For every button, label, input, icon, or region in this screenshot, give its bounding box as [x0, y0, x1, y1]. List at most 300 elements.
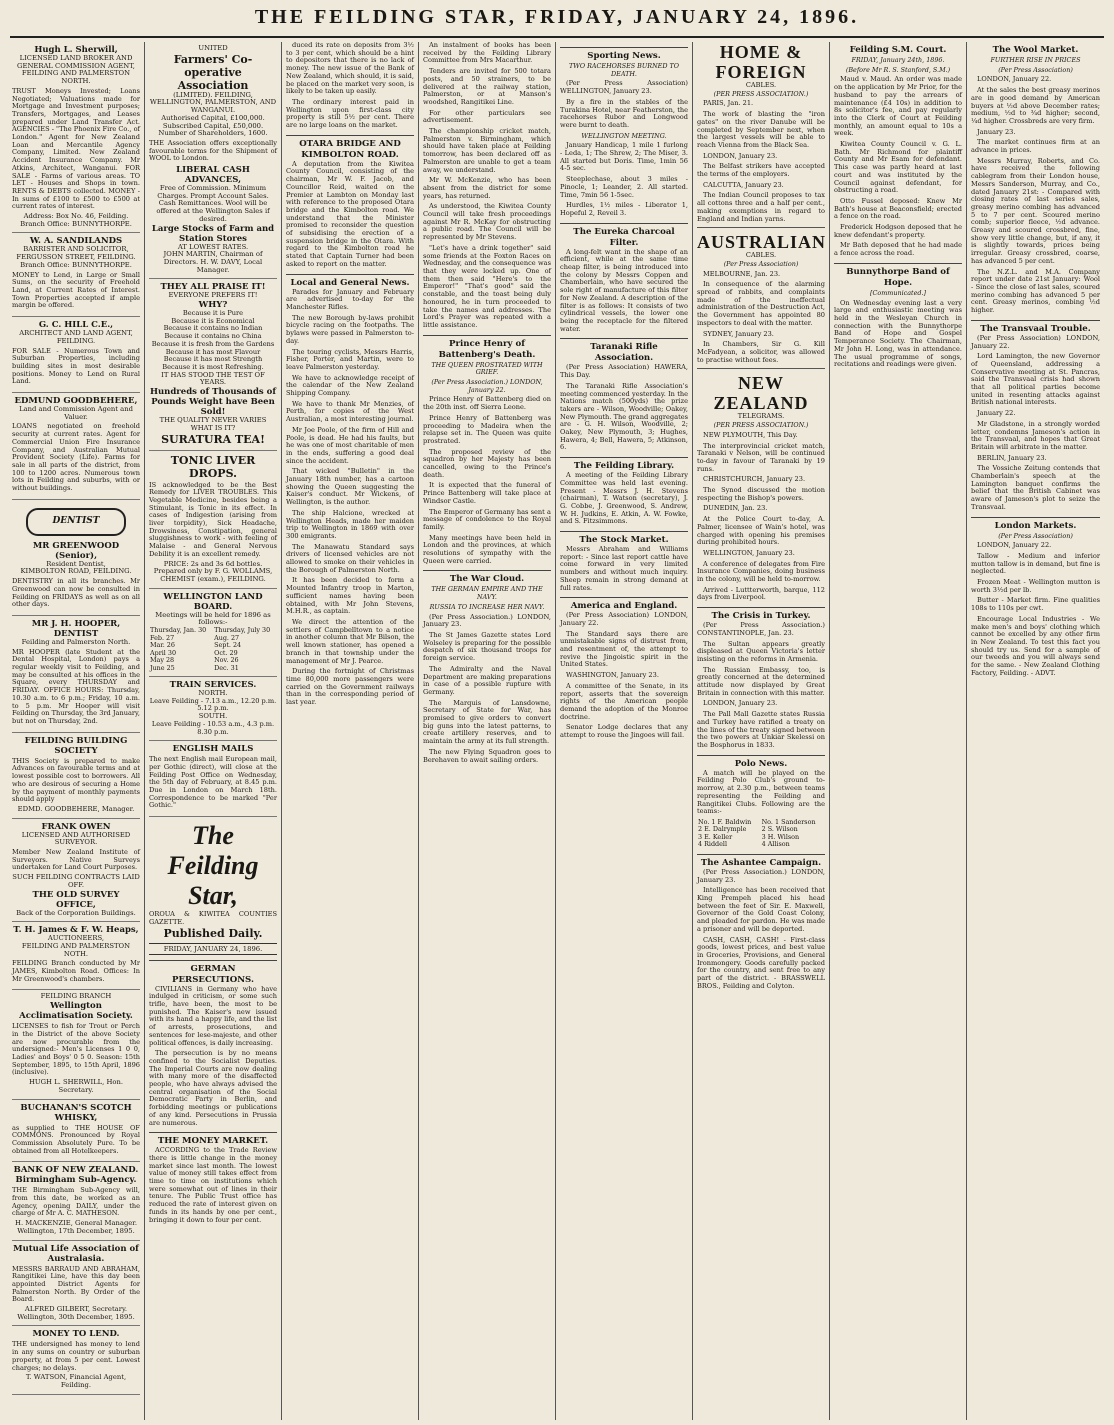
ad-heading: Hugh L. Sherwill,: [34, 45, 118, 55]
ad-signature: ALFRED GILBERT, Secretary. Wellington, 30th December, 1895.: [17, 1305, 135, 1321]
ad-price: PRICE: 2s and 3s 6d bottles.: [163, 559, 263, 568]
story-paragraph: It has been decided to form a Mounted Infantry troop in Marton, sufficient names having been obtained, with Mr John Stevens, M.H.R., as captain.: [286, 576, 414, 616]
ad-money-to-lend: [12, 1326, 140, 1394]
story-paragraph: The proposed review of the squadron by her Majesty has been cancelled, owing to the Prince's death.: [423, 447, 551, 479]
story-subheading: [Communicated.]: [870, 288, 926, 297]
schedule-table: [149, 627, 277, 672]
story-paragraph: WELLINGTON, January 23.: [703, 548, 795, 557]
train-times: Leave Feilding - 7.13 a.m., 12.20 p.m.: [149, 696, 277, 705]
ad-heading: T. H. James & F. W. Heaps,: [13, 925, 139, 936]
ad-subheading: ARCHITECT AND LAND AGENT, FEILDING.: [19, 329, 133, 345]
ad-liberal: LIBERAL CASH ADVANCES,: [176, 165, 250, 186]
story-paragraph: The Belfast strikers have accepted the terms of the employers.: [697, 162, 825, 179]
ad-signature: JOHN MARTIN, Chairman of Directors. H. W. DAVY, Local Manager.: [163, 250, 263, 274]
story-paragraph: By a fire in the stables of the Turakina Hotel, near Featherston, the racehorses Rubor and Longwood were burnt to death.: [560, 97, 688, 129]
story-paragraph: Messrs Murray, Roberts, and Co. have received the following cablegram from their London house, Messrs Sanderson, Murray, and Co., dated January 21st: - Compared with closing rates of last series sales, greasy merino combing has advanced 5 to 7 per cent. Scoured merino comb; superior fleece, ½d advance. Greasy and scoured crossbred, fine, show very little change, but, if any, it is slightly towards, prices being irregular. Greasy crossbred, coarse, has advanced 5 per cent.: [971, 156, 1100, 265]
tea-item: Because it contains no Indian: [163, 324, 263, 333]
tea-item: Because it is Pure: [182, 309, 244, 318]
story-paragraph: Messrs Abraham and Williams report: - Since last report cattle have come forward in very limited numbers and without much inquiry. Sheep remain in strong demand at full rates.: [560, 545, 688, 592]
story-heading: The Feilding Library.: [560, 457, 688, 472]
story-ashantee: [697, 869, 825, 934]
story-paragraph: It is expected that the funeral of Prince Battenberg will take place at Windsor Castle.: [423, 481, 551, 505]
ad-signature: HUGH L. SHERWILL, Hon. Secretary.: [28, 1078, 124, 1094]
ad-subheading: DENTIST: [53, 628, 99, 639]
ad-heading: BANK OF NEW ZEALAND.: [13, 1165, 139, 1176]
ad-body: LICENSES to fish for Trout or Perch in the District of the above Society are now procurable from the undersigned:- Men's Licenses 1 0 0, Ladies' and Boys' 0 5 0. Season: 15th September, 1895, to 15th April, 1896 (inclusive).: [12, 1022, 140, 1077]
ad-subheading: Resident Dentist,: [46, 559, 106, 568]
story-taranaki-rifle: [560, 364, 688, 452]
ad-heading: TRAIN SERVICES.: [169, 680, 257, 691]
land-board-schedule: [149, 589, 277, 677]
story-heading: Local and General News.: [286, 274, 414, 289]
ad-body: MR HOOPER (late Student at the Dental Hospital, London) pays a regular weekly visit to Feilding, and may be consulted at his offices in the Square, every THURSDAY and FRIDAY. OFFICE HOURS: Thursday, 10.30 a.m. to 6 p.m.; Friday, 10 a.m. to 5 p.m. Mr Hooper will visit Feilding on Thursday, the 3rd January, but not on Thursday, 2nd.: [12, 647, 140, 725]
story-paragraph: The market continues firm at an advance in prices.: [971, 138, 1100, 155]
story-paragraph: (Per Press Association) LONDON, January 22.: [560, 611, 688, 627]
table-cell: June 25: [150, 663, 175, 672]
ad-hooper: [12, 616, 140, 733]
ad-heading: ENGLISH MAILS: [172, 744, 254, 755]
story-paragraph: LONDON, January 22.: [977, 541, 1052, 550]
ad-greenwood: [12, 500, 140, 616]
story-wellington-meeting: [560, 142, 688, 217]
story-paragraph: In consequence of the alarming spread of rabbits, and complaints made of the ineffectual administration of the Destruction Act, the Government has appointed 80 inspectors to deal with the matter.: [697, 280, 825, 327]
ad-body: THE Birmingham Sub-Agency will, from this date, be worked as an Agency, opening DAILY, under the charge of Mr A. C. MATHESON.: [12, 1186, 140, 1218]
story-subheading: THE GERMAN EMPIRE AND THE NAVY.: [431, 585, 543, 602]
story-paragraph: The Manawatu Standard says drivers of licensed vehicles are not allowed to smoke on their vehicles in the Borough of Palmerston North.: [286, 542, 414, 574]
column-8: [967, 42, 1104, 1420]
ad-subheading: EVERYONE PREFERS IT!: [168, 291, 258, 300]
story-subheading: FRIDAY, January 24th, 1896.: [851, 56, 945, 64]
column-5: [556, 42, 693, 1420]
column-3: [282, 42, 419, 1420]
story-paragraph: The Russian Embassy, too, is greatly concerned at the determined attitude now displayed by Great Britain in connection with this matter.: [697, 665, 825, 697]
ad-body: TRUST Moneys Invested; Loans Negotiated; Valuations made for Mortgage and Investment purposes; Transfers, Mortgages, and Leases prepared under Land Transfer Act. AGENCIES - "The Phoenix Fire Co., of London." Agent for New Zealand Loan and Mercantile Agency Company, Limited. New Zealand Accident Insurance Company. Mr Atkins, Architect, Wanganui. FOR SALE - Farms of various areas. TO LET - Houses and Shops in town. RENTS & DEBTS collected. MONEY - In sums of £100 to £500 to £500 at current rates of interest.: [12, 86, 140, 211]
story-paragraph: That wicked "Bulletin" in the January 18th number, has a cartoon showing the Queen suggesting the Kaiser's conduct. Mr Wickens, of Wellington, is the author.: [286, 467, 414, 507]
story-paragraph: Maud v. Maud. An order was made on the application by Mr Prior, for the husband to pay the arrears of maintenance (£4 10s) in addition to 8s solicitor's fee, and pay regularly into the Clerk of Court at Feilding monthly, an amount equal to 10s a week.: [834, 75, 962, 138]
ad-body: FOR SALE - Numerous Town and Suburban Properties, including building sites in most desirable positions. Money to Lend on Rural Land.: [12, 346, 140, 386]
story-paragraph: We direct the attention of the settlers of Campbelltown to a notice in another column that Mr Bilson, the well known stationer, has opened a branch in that township under the management of Mr J. Pearce.: [286, 618, 414, 665]
story-subheading: (Per Press Association): [998, 65, 1073, 74]
story-source: (PER PRESS ASSOCIATION.): [713, 89, 809, 98]
table-cell: Oct. 29: [214, 648, 238, 657]
story-heading: London Markets.: [971, 517, 1100, 532]
story-heading: America and England.: [560, 597, 688, 612]
column-6: [693, 42, 830, 1420]
story-paragraph: January Handicap, 1 mile 1 furlong - Leda, 1; The Shrew, 2; The Miser, 3. All started but Doris. Time, 1min 56 4-5 sec.: [560, 141, 688, 173]
story-paragraph: Kiwitea County Council v. G. L. Bath. Mr Richmond for plaintiff County and Mr Esam for defendant. This case was partly heard at last court and was instituted by the Council against defendant, for obstructing a road.: [834, 140, 962, 195]
ad-body: FEILDING Branch conducted by Mr JAMES, Kimbolton Road. Offices: In Mr Greenwood's chambers.: [12, 959, 140, 983]
ad-why: WHY?: [198, 300, 228, 311]
ad-body: FEILDING AND PALMERSTON NOTH.: [21, 941, 131, 958]
story-paragraph: BERLIN, January 23.: [977, 453, 1047, 462]
story-paragraph: WASHINGTON, January 23.: [566, 671, 659, 680]
table-cell: 2 S. Wilson: [761, 825, 798, 834]
story-paragraph: LONDON, January 22.: [977, 75, 1052, 84]
story-paragraph: Frederick Hodgson deposed that he knew defendant's property.: [834, 223, 962, 239]
table-cell: Mar. 26: [150, 641, 175, 650]
story-paragraph: LONDON, January 23.: [703, 699, 778, 708]
ad-heaps: [12, 922, 140, 990]
story-subheading: RUSSIA TO INCREASE HER NAVY.: [429, 602, 545, 611]
newspaper-columns: [8, 42, 1106, 1420]
ad-body: MESSRS BARRAUD AND ABRAHAM, Rangitikei Line, have this day been appointed District Agents for Palmerston North. By Order of the Board.: [12, 1264, 140, 1304]
story-wool-market: [971, 76, 1100, 314]
story-paragraph: CIVILIANS in Germany who have indulged in criticism, or some such trifle, have been, the most to be punished. The Kaiser's new issued with its hand a happy life, and the list of arrests, prosecutions, and sentences for lese-majeste, and other political offences, is daily increasing.: [149, 984, 277, 1047]
polo-teams-table: [697, 819, 825, 849]
ad-capital: Authorised Capital, £100,000. Subscribed Capital, £50,000. Number of Shareholders, 1600.: [158, 113, 268, 138]
newspaper-title: THE FEILDING STAR, FRIDAY, JANUARY 24, 1896.: [254, 6, 860, 28]
ad-subheading: AUCTIONEERS,: [47, 934, 105, 943]
tea-item: Because it has most Flavour: [165, 347, 261, 356]
story-paragraph: The interprovincial cricket match, Taranaki v Nelson, will be continued to-day in favour of Taranaki by 19 runs.: [697, 441, 825, 473]
story-paragraph: The persecution is by no means confined to the Socialist Deputies. The Imperial Courts are now dealing with many more of the disaffected people, who have always advised the central organisation of the Social Democratic Party in Berlin, and forbidding meetings or publications of any kind. Persecutions in Prussia are numerous.: [149, 1049, 277, 1127]
story-paragraph: Intelligence has been received that King Prempeh placed his head between the feet of Sir. E. Maxwell, Governor of the Gold Coast Colony, and pleaded for pardon. He was made a prisoner and will be deported.: [697, 886, 825, 933]
story-paragraph: The ordinary interest paid in Wellington upon first-class city property is still 5½ per cent. There are no large loans on the market.: [286, 97, 414, 130]
table-cell: 4 Riddell: [698, 840, 728, 849]
story-heading: The Wool Market.: [992, 45, 1079, 55]
story-paragraph: MELBOURNE, Jan. 23.: [703, 269, 781, 278]
story-paragraph: The Admiralty and the Naval Department are making preparations in case of a possible rupture with Germany.: [423, 664, 551, 696]
story-german-persecutions: [149, 986, 277, 1128]
table-cell: Nov. 26: [214, 656, 239, 665]
story-paragraph: During the fortnight of Christmas time 80,000 more passengers were carried on the Government railways than in the corresponding period of last year.: [286, 667, 414, 707]
column-7: [830, 42, 967, 1420]
train-direction: SOUTH.: [198, 712, 228, 721]
story-paragraph: On Wednesday evening last a very large and enthusiastic meeting was held in the Wesleyan Church in connection with the Bunnythorpe Band of Hope and Gospel Temperance Society. The Chairman, Mr John H. Long, was in attendance. The usual programme of songs, recitations and readings were given.: [834, 298, 962, 369]
story-paragraph: The Emperor of Germany has sent a message of condolence to the Royal family.: [423, 507, 551, 531]
story-paragraph: Prince Henry of Battenberg died on the 20th inst. off Sierra Leone.: [423, 395, 551, 412]
ad-signature: H. MACKENZIE, General Manager. Wellington, 17th December, 1895.: [15, 1219, 137, 1235]
story-paragraph: The championship cricket match, Palmerston v. Birmingham, which should have taken place at Feilding tomorrow, has been declared off as Palmerston are unable to get a team away, we understand.: [423, 127, 551, 174]
train-times: 5.12 p.m.: [197, 704, 229, 713]
divider: [697, 227, 825, 228]
story-paragraph: The Marquis of Lansdowne, Secretary of State for War, has promised to give orders to convert big guns into the latest patterns, to create artillery reserves, and to maintain the army at its full strength.: [423, 698, 551, 746]
story-subheading: WELLINGTON MEETING.: [581, 131, 667, 140]
section-subheading: CABLES.: [745, 81, 777, 89]
story-paragraph: Parades for January and February are advertised to-day for the Manchester Rifles.: [286, 287, 414, 311]
divider: [697, 368, 825, 369]
story-paragraph: As understood, the Kiwitea County Council will take fresh proceedings against Mr R. McKay for obstructing a public road. The Council will be represented by Mr Stevens.: [423, 202, 551, 242]
story-paragraph: (Per Press Association) HAWERA, This Day.: [560, 363, 688, 380]
story-paragraph: PARIS, Jan. 21.: [703, 99, 754, 108]
story-subheading: TWO RACEHORSES BURNED TO DEATH.: [569, 62, 679, 78]
story-paragraph: The Sultan appears greatly displeased at Queen Victoria's letter insisting on the reforms in Armenia.: [697, 639, 825, 663]
ad-acclimatisation: [12, 990, 140, 1099]
story-subheading: (Per Press Association): [998, 531, 1073, 540]
story-local-continued: [423, 42, 551, 565]
schedule-intro: Meetings will be held for 1896 as follows:-: [155, 610, 271, 627]
story-paragraph: Lord Lamington, the new Governor of Queensland, addressing a Conservative meeting at St. Pancras, said the Transvaal crisis had shown that all political parties become united in resenting attacks against British national interests.: [971, 352, 1100, 407]
ad-address: Address: Box No. 46, Feilding. Branch Office: BUNNYTHORPE.: [20, 212, 132, 228]
story-paragraph: CALCUTTA, January 23.: [703, 180, 784, 189]
story-paragraph: A committee of the Senate, in its report, asserts that the sovereign rights of the American people demand the adoption of the Monroe doctrine.: [560, 681, 688, 721]
ad-heading: Mutual Life Association of Australasia.: [13, 1243, 139, 1264]
story-america-england: [560, 612, 688, 740]
table-cell: 2 E. Dalrymple: [698, 825, 747, 834]
ad-body: as supplied to THE HOUSE OF COMMONS. Pronounced by Royal Commission Absolutely Pure. To be obtained from all Hotelkeepers.: [12, 1123, 140, 1155]
story-dateline: (Per Press Association.) LONDON, January 22.: [431, 378, 543, 394]
table-cell: 4 Allison: [761, 840, 790, 849]
story-paragraph: CASH, CASH, CASH! - First-class goods, lowest prices, and best value in Groceries, Provisions, and General Ironmongery. Goods carefully packed for the country, and sent free to any part of the district. - BRASSWELL BROS., Feilding and Colyton.: [697, 935, 825, 990]
section-heading-new-zealand: NEW ZEALAND: [713, 373, 809, 414]
ad-heading: TONIC LIVER DROPS.: [170, 453, 256, 480]
tea-item: Because it is most Refreshing.: [162, 362, 264, 371]
ad-hundreds: Hundreds of Thousands of Pounds Weight have Been Sold!: [149, 387, 277, 418]
ad-hill: [12, 317, 140, 393]
ad-fee: Free of Commission. Minimum Charges. Prompt Account Sales. Cash Remittances. Wool will be offered at the Wellington Sales if desired.: [156, 184, 270, 223]
story-war-cloud: [423, 614, 551, 765]
story-library: [560, 472, 688, 526]
story-home-foreign: [697, 100, 825, 223]
table-row: [697, 841, 825, 849]
story-sporting: [560, 80, 688, 129]
story-paragraph: A meeting of the Feilding Library Committee was held last evening. Present - Messrs J. H. Stevens (chairman), T. Watson (secretary), J. G. Cobbe, J. Greenwood, S. Andrew, W. H. Judkins, E. Atkin, A. W. Fowke, and S. Fitzsimmons.: [560, 471, 688, 526]
story-source: (PER PRESS ASSOCIATION.): [713, 421, 809, 430]
story-paragraph: CHRISTCHURCH, January 23.: [703, 475, 806, 484]
table-cell: Thursday, July 30: [214, 626, 271, 635]
ad-heading: WELLINGTON LAND BOARD.: [163, 591, 263, 612]
ad-heading: THE OLD SURVEY OFFICE,: [32, 889, 120, 910]
story-paragraph: An instalment of books has been received by the Feilding Library Committee from Mrs Macarthur.: [423, 42, 551, 65]
story-paragraph: Arrived - Luttterworth, barque, 112 days from Liverpool.: [697, 585, 825, 602]
ad-body: THE Association offers exceptionally favourable terms for the Shipment of WOOL to London.: [149, 138, 277, 163]
ad-what: WHAT IS IT?: [190, 423, 236, 432]
story-subheading: THE QUEEN PROSTRATED WITH GRIEF.: [431, 360, 543, 377]
ad-owen: [12, 819, 140, 923]
story-local-news: [286, 289, 414, 707]
ad-sherwill: [12, 42, 140, 233]
story-heading: The Transvaal Trouble.: [971, 320, 1100, 335]
ad-bnz: [12, 1162, 140, 1240]
story-band-of-hope: [834, 300, 962, 369]
story-paragraph: Mr W. McKenzie, who has been absent from the district for some years, has returned.: [423, 176, 551, 200]
story-crisis-turkey: [697, 622, 825, 750]
ad-heading: BUCHANAN'S SCOTCH WHISKY,: [20, 1102, 132, 1123]
ad-signature: T. WATSON, Financial Agent, Feilding.: [25, 1373, 127, 1389]
ad-heading: FEILDING BUILDING SOCIETY: [24, 735, 128, 756]
ad-heading: EDMUND GOODBEHERE,: [14, 396, 138, 407]
ad-stood: IT HAS STOOD THE TEST OF YEARS.: [161, 370, 265, 387]
ad-body: DENTISTRY in all its branches. Mr Greenwood can now be consulted in Feilding on FRIDAYS as well as on all other days.: [12, 577, 140, 609]
tea-item: Because it is Economical: [171, 316, 255, 325]
story-transvaal: [971, 335, 1100, 512]
tea-item: Because it is fresh from the Gardens: [151, 339, 275, 348]
table-cell: April 30: [150, 648, 177, 657]
ad-heading: G. C. HILL C.E.,: [38, 320, 114, 331]
story-paragraph: At the Police Court to-day, A. Palmer, licensee of Wain's hotel, was charged with opening his premises during prohibited hours.: [697, 515, 825, 547]
story-paragraph: The St James Gazette states Lord Wolseley is preparing for the possible despatch of six thousand troops for foreign service.: [423, 631, 551, 663]
story-paragraph: The new Borough by-laws prohibit bicycle racing on the footpaths. The bylaws were passed in Palmerston to-day.: [286, 313, 414, 345]
story-eureka-filter: [560, 249, 688, 334]
story-paragraph: January 22.: [977, 409, 1016, 418]
ad-subheading: Land and Commission Agent and Valuer.: [19, 405, 133, 421]
story-paragraph: A match will be played on the Feilding Polo Club's ground to-morrow, at 2.30 p.m., between teams representing the Feilding and Rangitikei Clubs. Following are the teams:-: [697, 768, 825, 816]
tea-item: Because it contains no China: [164, 332, 262, 341]
story-paragraph: The new Flying Squadron goes to Berehaven to await sailing orders.: [423, 747, 551, 764]
story-paragraph: (Per Press Association.) LONDON, January 23.: [423, 612, 551, 629]
ad-note: SUCH FEILDING CONTRACTS LAID OFF.: [12, 873, 140, 889]
story-paragraph: Encourage Local Industries - We make men's and boys' clothing which cannot be excelled by any other firm in New Zealand. To test this fact you should try us. Send for a sample of our tweeds and you will always send for the same. - New Zealand Clothing Factory, Feilding. - ADVT.: [971, 614, 1100, 677]
ad-suratura-tea: [149, 279, 277, 450]
story-heading: The War Cloud.: [423, 570, 551, 585]
train-services: [149, 677, 277, 741]
story-heading: Polo News.: [697, 755, 825, 770]
story-heading: Taranaki Rifle Association.: [560, 338, 688, 364]
ad-signature: Prepared only by F. G. WOLLAMS, CHEMIST (exam.), FEILDING.: [153, 567, 273, 583]
column-2: [145, 42, 282, 1420]
story-heading: GERMAN PERSECUTIONS.: [149, 960, 277, 986]
ad-farmers-cooperative: [149, 42, 277, 279]
story-paragraph: SYDNEY, January 23.: [703, 329, 774, 338]
table-cell: No. 1 Sanderson: [761, 817, 816, 826]
ad-body: THE undersigned has money to lend in any sums on country or suburban property, at from 5 per cent. Lowest charges; no delays.: [12, 1340, 140, 1372]
story-paragraph: Senator Lodge declares that any attempt to rouse the Jingoes will fail.: [560, 723, 688, 740]
story-paragraph: The ship Halcione, wrecked at Wellington Heads, made her maiden trip to Wellington in 1869 with over 300 emigrants.: [286, 508, 414, 540]
story-source: (Per Press Association): [723, 259, 799, 268]
story-heading: The Eureka Charcoal Filter.: [560, 223, 688, 249]
story-paragraph: ACCORDING to the Trade Review there is little change in the money market since last month. The lowest value of money still takes effect from time to time on institutions which were somewhat out of lines in their tenure. The Public Trust office has reduced the rate of interest given on funds in its hands by one per cent., bringing it down to four per cent.: [149, 1146, 277, 1224]
section-heading-home-foreign: HOME & FOREIGN: [715, 42, 807, 82]
published-daily: Published Daily.: [163, 926, 263, 940]
story-paragraph: A long-felt want in the shape of an efficient, while at the same time cheap filter, is being introduced into the colony by Messrs Coppen and Chamberlain, who have secured the sole right of manufacture of this filter for New Zealand. A description of the filter is as follows: It consists of two cylindrical vessels, the lower one being the receptacle for the filtered water.: [560, 247, 688, 333]
story-paragraph: Butter - Market firm. Fine qualities 108s to 110s per cwt.: [971, 596, 1100, 613]
table-cell: Thursday, Jan. 30: [150, 626, 207, 635]
column-4: [419, 42, 556, 1420]
section-subheading: TELEGRAMS.: [737, 412, 785, 421]
table-cell: 3 E. Keller: [698, 832, 733, 841]
table-cell: Feb. 27: [150, 633, 175, 642]
story-paragraph: Prince Henry of Battenberg was proceeding to Madeira when the relapse set in. The Queen was quite prostrated.: [423, 413, 551, 445]
ad-sandilands: [12, 233, 140, 317]
story-paragraph: The work of blasting the "iron gates" on the river Danube will be completed by September next, when the largest vessels will be able to reach Vienna from the Black Sea.: [697, 110, 825, 149]
story-paragraph: The Indian Council proposes to tax all cottons three and a half per cent., making exemptions in regard to England and Indian yarns.: [697, 191, 825, 223]
story-paragraph: (Per Press Association) WELLINGTON, January 23.: [560, 79, 688, 96]
story-subheading: (Before Mr R. S. Stanford, S.M.): [845, 65, 951, 74]
story-paragraph: The Vossiche Zeitung contends that Chamberlain's speech at the Lamington banquet confirms the belief that the British Cabinet was aware of Jameson's plot to seize the Transvaal.: [971, 464, 1100, 511]
story-paragraph: "Let's have a drink together" said some friends at the Foxton Races on Wednesday, and the consequence was that they were locked up. One of them then said "Here's to the Emperor!" "That's good" said the constable, and the toast being duly honoured, he in turn proceeded to take the names and addresses. The Lord's Prayer was repeated with a little assistance.: [423, 243, 551, 329]
ad-body: Back of the Corporation Buildings.: [16, 908, 136, 917]
story-paragraph: A conference of delegates from Fire Insurance Companies, doing business in the colony, will be held to-morrow.: [697, 559, 825, 584]
table-cell: May 28: [150, 656, 175, 665]
ad-mutual-life: [12, 1241, 140, 1327]
feilding-star-logo: The Feilding Star,: [167, 821, 259, 911]
story-polo: [697, 770, 825, 849]
ad-heading: THEY ALL PRAISE IT!: [160, 282, 266, 293]
masthead: [0, 0, 1114, 40]
story-heading: Sporting News.: [560, 47, 688, 62]
story-heading: The Crisis in Turkey.: [697, 607, 825, 622]
ad-heading: MR GREENWOOD (Senior),: [32, 540, 120, 561]
dentist-stamp-logo: DENTIST: [26, 508, 126, 536]
train-direction: NORTH.: [198, 689, 228, 698]
ad-cash: [697, 937, 825, 991]
ad-body: THIS Society is prepared to make Advances on favourable terms and at lowest possible cost to borrowers. All who are desirous of securing a Home by the payment of monthly payments should apply: [12, 756, 140, 804]
story-continued: [286, 42, 414, 269]
ad-pre: UNITED: [198, 44, 228, 52]
story-paragraph: (Per Press Association.) LONDON, January 23.: [697, 867, 825, 884]
ad-body: The next English mail European mail, per Gothic (direct), will close at the Feilding Post Office on Wednesday, the 5th day of February, at 8.45 p.m. Due in London on March 18th. Correspondence to be marked "Per Gothic.": [149, 755, 277, 810]
table-cell: No. 1 F. Baldwin: [698, 817, 752, 826]
story-paragraph: Frozen Meat - Wellington mutton is worth 3½d per lb.: [971, 578, 1100, 594]
story-heading: OTARA BRIDGE AND KIMBOLTON ROAD.: [286, 135, 414, 161]
story-paragraph: The Taranaki Rifle Association's meeting commenced yesterday. In the Nations match (500yds) the prize takers are - Wilson, Woodville; Oakey, New Plymouth. The grand aggregates are - G. H. Wilson, Woodville, 2; Oakey, New Plymouth, 3; Hughes, Hawera, 4; Bell, Hawera, 5; Atkinson, 6.: [560, 381, 688, 452]
story-paragraph: The touring cyclists, Messrs Harris, Fisher, Porter, and Martin, were to leave Palmerston yesterday.: [286, 347, 414, 371]
ad-body: MONEY to Lend, in Large or Small Sums, on the security of Freehold Land, at Current Rates of Interest. Town Properties accepted if ample margin be offered.: [12, 270, 140, 310]
ad-address: KIMBOLTON ROAD, FEILDING.: [20, 567, 132, 576]
column-1: [8, 42, 145, 1420]
ad-subheading: BARRISTER AND SOLICITOR, FERGUSSON STREET, FEILDING.: [16, 245, 136, 262]
ad-goodbehere: [12, 393, 140, 500]
train-times: 8.30 p.m.: [197, 727, 229, 736]
section-heading-australian: AUSTRALIAN: [697, 232, 827, 253]
ad-subheading: Birmingham Sub-Agency.: [15, 1175, 137, 1186]
story-paragraph: A deputation from the Kiwitea County Council, consisting of the chairman, Mr W. F. Jacob, and Councillor Reid, waited on the Premier at Lambton on Monday last with reference to the proposed Otara bridge and the Kimbolton road. We understand that the Minister promised to reconsider the question of subsidising the erection of a suspension bridge in the Otara. With regard to the Kimbolton road he stated that Captain Turner had been asked to report on the matter.: [286, 159, 414, 268]
ad-heading: Wellington Acclimatisation Society.: [19, 1001, 133, 1022]
ad-heading: W. A. SANDILANDS: [29, 236, 123, 247]
train-times: Leave Feilding - 10.53 a.m., 4.3 p.m.: [151, 719, 275, 728]
story-paragraph: Mr Gladstone, in a strongly worded letter, condemns Jameson's action in the Transvaal, and hopes that Great Britain will arbitrate in the matter.: [971, 419, 1100, 451]
story-paragraph: The Standard says there are unmistakable signs of distrust from, and resentment of, the attempt to revive the Jingoistic spirit in the United States.: [560, 629, 688, 669]
ad-buchanan: [12, 1100, 140, 1163]
ad-tonic-liver-drops: [149, 451, 277, 589]
masthead-rule: [10, 36, 1104, 38]
story-london-markets: [971, 542, 1100, 677]
story-heading: Bunnythorpe Band of Hope.: [834, 263, 962, 289]
story-paragraph: Many meetings have been held in London and the provinces, at which resolutions of sympathy with the Queen were carried.: [423, 533, 551, 565]
story-paragraph: (Per Press Association) LONDON, January 22.: [971, 333, 1100, 350]
story-sm-court: [834, 76, 962, 257]
story-subheading: FURTHER RISE IN PRICES: [990, 56, 1081, 64]
story-stock-market: [560, 546, 688, 592]
story-paragraph: The N.Z.L. and M.A. Company report under date 21st January: Wool - Since the close of last sales, scoured merino combing has advanced 5 per cent. Greasy merinos, combing ½d higher.: [971, 267, 1100, 315]
story-heading: Prince Henry of Battenberg's Death.: [423, 335, 551, 361]
ad-body: Member New Zealand Institute of Surveyors. Native Surveys undertaken for Land Court Purposes.: [12, 848, 140, 872]
story-paragraph: NEW PLYMOUTH, This Day.: [703, 430, 798, 439]
ad-heading: Farmers' Co-operative Association: [173, 52, 253, 92]
ad-heading: FRANK OWEN: [41, 821, 111, 832]
story-paragraph: DUNEDIN, Jan. 23.: [703, 504, 768, 513]
story-paragraph: The Synod discussed the motion respecting the Bishop's powers.: [697, 486, 825, 502]
story-paragraph: At the sales the best greasy merinos are in good demand by American buyers at ½d above December rates; medium, ½d to ¾d higher; second, ¼d higher. Crossbreds are very firm.: [971, 86, 1100, 125]
story-paragraph: (Per Press Association.) CONSTANTINOPLE, Jan. 23.: [697, 621, 825, 637]
story-australian: [697, 271, 825, 365]
ad-building-society: [12, 733, 140, 819]
section-subheading: CABLES.: [745, 251, 777, 260]
story-paragraph: We have to thank Mr Menzies, of Perth, for copies of the West Australian, a most interesting journal.: [286, 399, 414, 424]
story-paragraph: Tenders are invited for 500 totara posts, and 50 strainers, to be delivered at the railway station, Palmerston, or at Manson's woodshed, Rangitikei Line.: [423, 67, 551, 106]
story-paragraph: Tallow - Medium and inferior mutton tallow is in demand, but fine is neglected.: [971, 551, 1100, 576]
story-heading: The Stock Market.: [560, 531, 688, 546]
ad-product-name: SURATURA TEA!: [161, 432, 265, 446]
story-nz-telegrams: [697, 432, 825, 602]
ad-subheading: LICENSED AND AUTHORISED SURVEYOR.: [21, 830, 131, 847]
story-money-market: [149, 1147, 277, 1224]
story-paragraph: duced its rate on deposits from 3½ to 3 per cent, which should be a hint to depositors that there is no lack of money. The new issue of the Bank of New Zealand, which should, it is said, be placed on the market very soon, is likely to be taken up easily.: [286, 42, 414, 96]
ad-stock: Large Stocks of Farm and Station Stores: [151, 223, 275, 244]
table-cell: 3 H. Wilson: [761, 832, 800, 841]
ad-sub: Feilding and Palmerston North.: [21, 637, 131, 646]
ad-quality: THE QUALITY NEVER VARIES: [159, 416, 267, 425]
logo-subtitle: OROUA & KIWITEA COUNTIES GAZETTE.: [149, 910, 277, 926]
story-paragraph: For other particulars see advertisement.: [423, 108, 551, 125]
ad-branch: Branch Office: BUNNYTHORPE.: [20, 260, 132, 269]
english-mails: [149, 741, 277, 817]
story-paragraph: January 23.: [977, 127, 1016, 136]
table-row: [149, 665, 277, 673]
tea-item: Because it has most Strength: [163, 355, 263, 364]
story-heading: Feilding S.M. Court.: [849, 45, 947, 55]
story-paragraph: Steeplechase, about 3 miles - Pinocle, 1; Leander, 2. All started. Time, 7min 56 1-5sec.: [560, 175, 688, 199]
